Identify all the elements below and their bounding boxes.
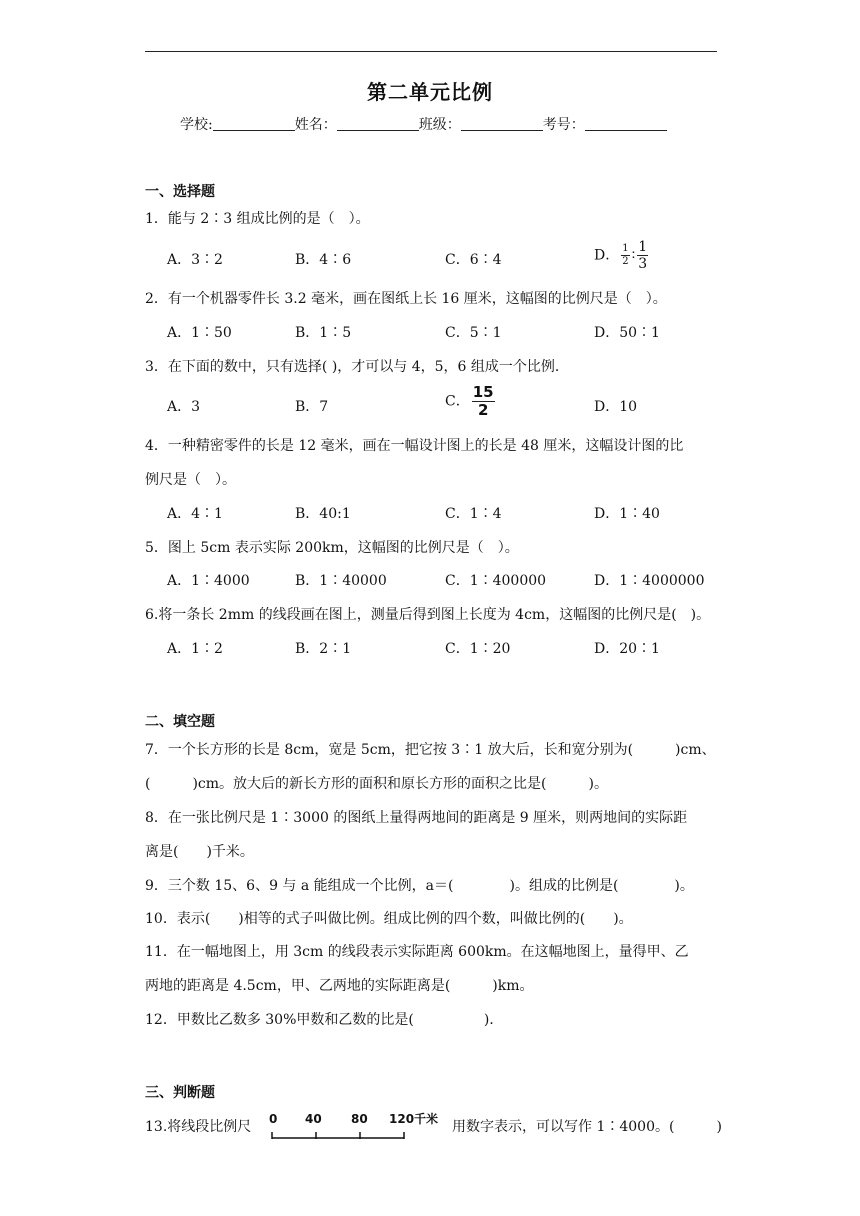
class-label: 班级：	[418, 117, 461, 133]
q5-option-a[interactable]: A．1∶4000	[167, 573, 250, 589]
q1-option-b[interactable]: B．4∶6	[295, 252, 352, 268]
q2-option-a[interactable]: A．1∶50	[167, 325, 232, 341]
q3-option-d[interactable]: D．10	[594, 399, 638, 415]
q1-option-c[interactable]: C．6∶4	[445, 252, 502, 268]
id-blank[interactable]	[585, 118, 667, 131]
fraction-denominator: 2	[477, 401, 489, 419]
q6-option-b[interactable]: B．2∶1	[295, 641, 352, 657]
question-8-line-1: 8．在一张比例尺是 1∶3000 的图纸上量得两地间的距离是 9 厘米，则两地间的实际距	[145, 810, 688, 826]
question-3: 3．在下面的数中，只有选择( )，才可以与 4，5，6 组成一个比例．	[145, 359, 569, 375]
q2-option-c[interactable]: C．5∶1	[445, 325, 502, 341]
q3-option-c-prefix: C．	[445, 393, 470, 410]
q1-option-a[interactable]: A．3∶2	[167, 252, 223, 268]
question-6: 6.将一条长 2mm 的线段画在图上，测量后得到图上长度为 4cm，这幅图的比例尺是( )。	[145, 607, 711, 623]
q6-option-c[interactable]: C．1∶20	[445, 641, 511, 657]
q4-option-a[interactable]: A．4∶1	[167, 506, 223, 522]
q4-option-b[interactable]: B．40:1	[295, 506, 351, 522]
question-7-line-2: ( )cm。放大后的新长方形的面积和原长方形的面积之比是( )。	[145, 776, 608, 792]
section-heading-choice: 一、选择题	[145, 184, 215, 200]
fraction-denominator: 2	[622, 256, 629, 267]
id-label: 考号：	[542, 117, 585, 133]
q5-option-b[interactable]: B．1∶40000	[295, 573, 387, 589]
question-10: 10．表示( )相等的式子叫做比例。组成比例的四个数，叫做比例的( )。	[145, 911, 633, 927]
student-info-line	[180, 114, 667, 134]
question-1: 1．能与 2∶3 组成比例的是（ ）。	[145, 211, 370, 227]
q4-option-d[interactable]: D．1∶40	[594, 506, 660, 522]
name-blank[interactable]	[337, 118, 419, 131]
fraction-numerator: 1	[638, 239, 648, 255]
fraction-one-third	[637, 240, 648, 271]
school-label: 学校:	[180, 117, 213, 133]
fraction-denominator: 3	[638, 256, 648, 272]
school-blank[interactable]	[213, 118, 295, 131]
q1-option-d-prefix: D．	[594, 247, 620, 264]
class-blank[interactable]	[461, 118, 543, 131]
page-title: 第二单元比例	[367, 80, 493, 104]
q3-option-b[interactable]: B．7	[295, 399, 329, 415]
fraction-numerator: 15	[472, 383, 494, 401]
q4-option-c[interactable]: C．1∶4	[445, 506, 502, 522]
scale-label-120km: 120千米	[389, 1112, 439, 1126]
question-13-suffix: 用数字表示，可以写作 1∶4000。( )	[452, 1119, 722, 1135]
q2-option-d[interactable]: D．50∶1	[594, 325, 660, 341]
fraction-fifteen-halves	[472, 385, 495, 418]
question-2: 2．有一个机器零件长 3.2 毫米，画在图纸上长 16 厘米，这幅图的比例尺是（ ）。	[145, 291, 667, 307]
q2-option-b[interactable]: B．1∶5	[295, 325, 352, 341]
question-13-prefix: 13.将线段比例尺	[145, 1119, 252, 1135]
question-4-line-1: 4．一种精密零件的长是 12 毫米，画在一幅设计图上的长是 48 厘米，这幅设计图的比	[145, 438, 684, 454]
question-9: 9．三个数 15、6、9 与 a 能组成一个比例，a＝( )。组成的比例是( )。	[145, 878, 694, 894]
q6-option-d[interactable]: D．20∶1	[594, 641, 660, 657]
header-rule	[145, 51, 717, 52]
scale-label-40: 40	[305, 1112, 322, 1126]
question-8-line-2: 离是( )千米。	[145, 844, 254, 860]
q1-option-d[interactable]	[594, 240, 650, 271]
question-11-line-2: 两地的距离是 4.5cm，甲、乙两地的实际距离是( )km。	[145, 978, 534, 994]
q3-option-c[interactable]	[445, 385, 497, 418]
q5-option-c[interactable]: C．1∶400000	[445, 573, 547, 589]
question-5: 5．图上 5cm 表示实际 200km，这幅图的比例尺是（ ）。	[145, 540, 519, 556]
q5-option-d[interactable]: D．1∶4000000	[594, 573, 705, 589]
scale-label-80: 80	[351, 1112, 368, 1126]
question-11-line-1: 11．在一幅地图上，用 3cm 的线段表示实际距离 600km。在这幅地图上，量得甲、乙	[145, 944, 689, 960]
ratio-colon: ∶	[631, 247, 636, 264]
name-label: 姓名：	[294, 117, 337, 133]
question-4-line-2: 例尺是（ ）。	[145, 472, 236, 488]
scale-label-0: 0	[269, 1112, 278, 1126]
line-scale-bar-figure	[268, 1108, 458, 1142]
q6-option-a[interactable]: A．1∶2	[167, 641, 223, 657]
question-12: 12．甲数比乙数多 30%甲数和乙数的比是( ).	[145, 1012, 494, 1028]
fraction-numerator: 1	[622, 243, 629, 254]
q3-option-a[interactable]: A．3	[167, 399, 201, 415]
section-heading-judge: 三、判断题	[145, 1085, 215, 1101]
section-heading-fill: 二、填空题	[145, 714, 215, 730]
question-7-line-1: 7．一个长方形的长是 8cm，宽是 5cm，把它按 3∶1 放大后，长和宽分别为( )cm、	[145, 742, 716, 758]
fraction-one-half	[621, 244, 629, 267]
